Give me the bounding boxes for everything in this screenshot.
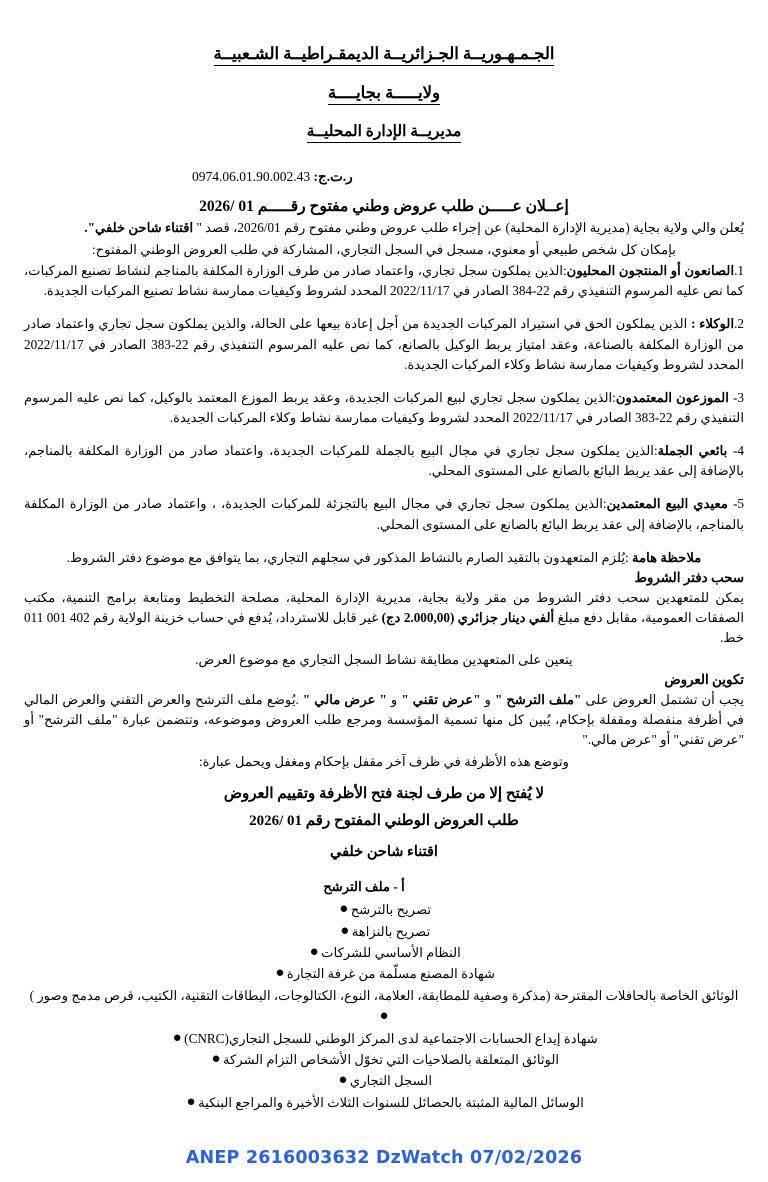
list-item bbox=[24, 261, 744, 301]
list-item bbox=[24, 494, 744, 534]
item-label: بائعي الجملة bbox=[657, 443, 733, 459]
composition-text-c: .يُوضع ملف الترشح والعرض التقني والعرض المالي في أظرفة منفصلة ومقفلة بإحكام، يُبين كل منها تسمية المؤسسة ومرجع طلب العروض وموضوعه، وتتضمن عبارة "ملف الترشح" أو "عرض تقني" أو "عرض مالي." bbox=[24, 692, 744, 748]
document-label: شهادة المصنع مسلّمة من غرفة التجارة bbox=[286, 966, 496, 982]
document-label: الوسائل المالية المثبتة بالحصائل للسنوات الثلاث الأخيرة والمراجع البنكية bbox=[198, 1094, 584, 1110]
item-text: :الذين يملكون سجل تجاري، واعتماد صادر من طرف الوزارة المكلفة بالمناجم لنشاط تصنيع المركبات، كما نص عليه المرسوم التنفيذي رقم 22-384 الصادر في 2022/11/17 المحدد لشروط وكيفيات ممارسة نشاط تصنيع المركبات الجديدة. bbox=[24, 263, 744, 299]
list-item bbox=[24, 921, 744, 942]
list-item bbox=[24, 985, 744, 1028]
wilaya-heading bbox=[24, 83, 744, 105]
tender-subject-notice: اقتناء شاحن خلفي bbox=[330, 844, 438, 861]
reference-label: ر.ت.ج: bbox=[313, 169, 353, 184]
composition-text-a: يجب أن تشتمل العروض على bbox=[581, 692, 744, 708]
intro-paragraph-1 bbox=[24, 218, 744, 238]
document-label: تصريح بالنزاهة bbox=[351, 923, 431, 939]
page-title: إعــلان عـــــن طلب عروض وطني مفتوح رقـــــم 01 /2026 bbox=[199, 198, 569, 215]
list-item bbox=[24, 1092, 744, 1113]
envelope-label-financial: " عرض مالي " bbox=[302, 692, 387, 708]
bullet-icon: ● bbox=[339, 901, 349, 918]
envelope-label-technical: "عرض تقني " bbox=[401, 692, 481, 708]
document-list bbox=[24, 899, 744, 1113]
withdrawal-paragraph-1 bbox=[24, 588, 744, 648]
list-item bbox=[24, 942, 744, 963]
item-label: معيدي البيع المعتمدين bbox=[606, 496, 733, 512]
bullet-icon: ● bbox=[340, 922, 350, 939]
list-item bbox=[24, 963, 744, 984]
anep-footer: ANEP 2616003632 DzWatch 07/02/2026 bbox=[185, 1148, 583, 1168]
directorate-heading-text: مديريــة الإدارة المحليــة bbox=[307, 122, 462, 143]
list-item bbox=[24, 899, 744, 920]
item-number: 5- bbox=[733, 496, 744, 512]
reference-row bbox=[24, 169, 744, 185]
composition-heading: تكوين العروض bbox=[664, 672, 744, 688]
important-note bbox=[24, 548, 744, 568]
item-text: الذين يملكون الحق في استيراد المركبات الجديدة من أجل إعادة بيعها على الحالة، والذين يملكون سجل تجاري واعتماد صادر من الوزارة المكلفة بالصناعة، وعقد امتياز يربط الوكيل بالصانع، كما نص عليه المرسوم التنفيذي رقم 22-383 الصادر في 2022/11/17 المحدد لشروط وكيفيات ممارسة نشاط وكلاء المركبات الجديدة. bbox=[24, 316, 744, 372]
item-number: 1. bbox=[734, 263, 744, 279]
intro-subject-bold: اقتناء شاحن خلفي". bbox=[84, 220, 194, 235]
document-label: الوثائق المتعلقة بالصلاحيات التي تخوّل الأشخاص التزام الشركة bbox=[222, 1051, 560, 1067]
withdrawal-heading: سحب دفتر الشروط bbox=[634, 569, 744, 585]
republic-heading-text: الجـمـهـوريــة الجـزائريــة الديمقـراطيــة الشـعبيــة bbox=[214, 44, 555, 66]
bullet-icon: ● bbox=[172, 1029, 182, 1046]
sealed-envelope-notice: لا يُفتح إلا من طرف لجنة فتح الأظرفة وتقييم العروض bbox=[223, 786, 545, 803]
item-text: :الذين يملكون سجل تجاري في مجال البيع بالجملة للمركبات الجديدة، واعتماد صادر من الوزارة المكلفة بالمناجم، بالإضافة إلى عقد يربط البائع بالصانع على المستوى المحلي. bbox=[24, 443, 744, 479]
item-label: الموزعون المعتمدون bbox=[615, 389, 733, 405]
reference-number: 0974.06.01.90.002.43 bbox=[192, 169, 311, 184]
envelope-label-candidacy: "ملف الترشح " bbox=[495, 692, 582, 708]
withdrawal-paragraph-2: يتعين على المتعهدين مطابقة نشاط السجل التجاري مع موضوع العرض. bbox=[195, 652, 573, 667]
document-label: النظام الأساسي للشركات bbox=[321, 945, 461, 961]
directorate-heading bbox=[24, 122, 744, 143]
important-note-text: :يُلزم المتعهدون بالتقيد الصارم بالنشاط المذكور في سجلهم التجاري، بما يتوافق مع موضوع دفتر الشروط. bbox=[66, 549, 632, 565]
list-item bbox=[24, 1070, 744, 1091]
candidacy-file-heading: أ - ملف الترشح bbox=[323, 879, 405, 895]
document-label: تصريح بالترشح bbox=[350, 902, 432, 918]
document-page bbox=[0, 44, 768, 1182]
list-item bbox=[24, 314, 744, 374]
wilaya-heading-text: ولايـــــة بجايــــة bbox=[328, 83, 440, 105]
item-label: الوكلاء : bbox=[691, 316, 735, 332]
withdrawal-text-a: يمكن للمتعهدين سحب دفتر الشروط من مقر ولاية بجاية، مديرية الإدارة المحلية، مصلحة التخطيط ومتابعة برامج التنمية، مكتب الصفقات العمومية، مقابل دفع مبلغ bbox=[24, 589, 745, 625]
item-text: :الذين يملكون سجل تجاري في مجال البيع بالتجزئة للمركبات الجديدة، ، واعتماد صادر من الوزارة المكلفة بالمناجم، بالإضافة إلى عقد يربط البائع بالصانع على المستوى المحلي. bbox=[24, 496, 744, 532]
withdrawal-text-b: غير قابل للاسترداد، يُدفع في حساب خزينة الولاية رقم 402 001 011 خط. bbox=[24, 609, 744, 645]
document-label: شهادة إيداع الحسابات الاجتماعية لدى المركز الوطني للسجل التجاري(CNRC) bbox=[184, 1030, 598, 1046]
item-label: الصانعون أو المنتجون المحليون bbox=[566, 263, 735, 279]
bullet-icon: ● bbox=[309, 944, 319, 961]
intro-paragraph-2: بإمكان كل شخص طبيعي أو معنوي، مسجل في السجل التجاري، المشاركة في طلب العروض الوطني المفتوح: bbox=[92, 242, 676, 258]
document-label: الوثائق الخاصة بالحافلات المقترحة (مذكرة وصفية للمطابقة، العلامة، النوع، الكتالوجات، البطاقات التقنية، الكتيب، قرص مدمج وصور ) bbox=[29, 987, 739, 1003]
item-number: 3- bbox=[733, 389, 744, 405]
list-item bbox=[24, 1049, 744, 1070]
list-item bbox=[24, 388, 744, 428]
candidacy-file-section bbox=[24, 879, 744, 1113]
bullet-icon: ● bbox=[275, 965, 285, 982]
list-item bbox=[24, 441, 744, 481]
republic-heading bbox=[24, 44, 744, 66]
list-item bbox=[24, 1028, 744, 1049]
important-note-label: ملاحظة هامة bbox=[632, 549, 702, 565]
composition-paragraph-1 bbox=[24, 690, 744, 750]
item-number: 4- bbox=[733, 443, 744, 459]
intro-text-a: يُعلن والي ولاية بجاية (مديرية الإدارة المحلية) عن إجراء طلب عروض وطني مفتوح رقم 2026/01، قصد " bbox=[193, 220, 744, 235]
withdrawal-fee: ألفي دينار جزائري (2.000,00 دج) bbox=[381, 609, 555, 625]
bullet-icon: ● bbox=[211, 1050, 221, 1067]
document-label: السجل التجاري bbox=[349, 1073, 433, 1089]
composition-paragraph-2: وتوضع هذه الأظرفة في ظرف آخر مقفل بإحكام ومغفل ويحمل عبارة: bbox=[198, 754, 570, 770]
bullet-icon: ● bbox=[186, 1093, 196, 1110]
composition-conj-2: و bbox=[386, 692, 402, 708]
item-number: 2. bbox=[734, 316, 745, 332]
bullet-icon: ● bbox=[379, 1008, 389, 1025]
item-text: :الذين يملكون سجل تجاري لبيع المركبات الجديدة، وعقد يربط الموزع المعتمد بالوكيل، كما نص عليه المرسوم التنفيذي رقم 22-383 الصادر في 2022/11/17 المحدد لشروط وكيفيات ممارسة نشاط وكلاء المركبات الجديدة. bbox=[24, 389, 744, 425]
bullet-icon: ● bbox=[338, 1072, 348, 1089]
composition-conj-1: و bbox=[480, 692, 495, 708]
tender-reference-notice: طلب العروض الوطني المفتوح رقم 01 /2026 bbox=[249, 813, 519, 830]
